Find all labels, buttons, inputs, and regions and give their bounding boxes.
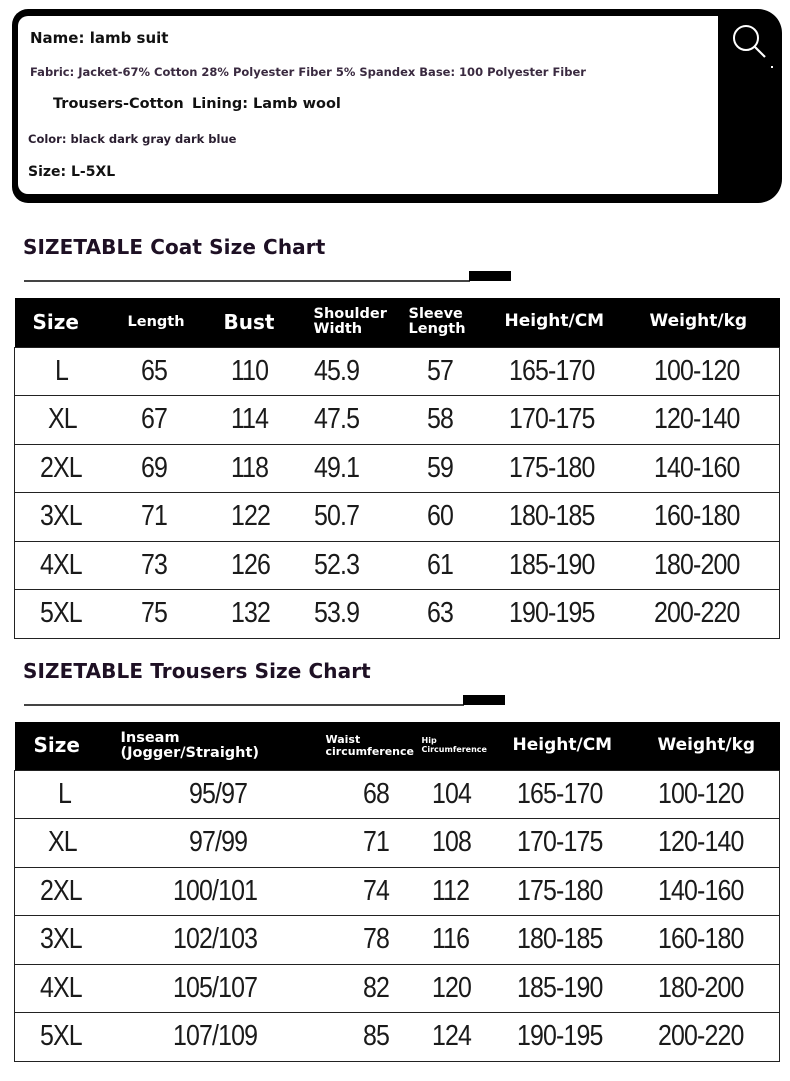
- cell-size: 3XL: [40, 923, 82, 956]
- cell-waist: 82: [362, 971, 389, 1004]
- cell-hip: 108: [431, 826, 471, 859]
- col-header-weight: Weight/kg: [649, 311, 748, 332]
- cell-size: 2XL: [40, 874, 82, 907]
- cell-waist: 68: [362, 777, 389, 810]
- cell-height: 175-180: [516, 874, 603, 907]
- cell-size: XL: [48, 403, 77, 436]
- cell-height: 185-190: [508, 548, 595, 581]
- cell-length: 71: [140, 500, 167, 533]
- cell-hip: 112: [431, 874, 469, 907]
- cell-sleeve: 57: [426, 354, 453, 387]
- trousers-title-underline: [24, 704, 464, 706]
- cell-size: 3XL: [40, 500, 82, 533]
- table-row: [15, 444, 780, 493]
- cell-size: L: [58, 777, 72, 810]
- coat-title-accent-block: [469, 271, 511, 281]
- col-header-waist: [319, 722, 416, 770]
- cell-height: 170-175: [516, 826, 603, 859]
- cell-height: 180-185: [516, 923, 603, 956]
- cell-size: 4XL: [40, 548, 82, 581]
- cell-hip: 104: [431, 777, 471, 810]
- cell-size: 2XL: [40, 451, 82, 484]
- col-header-shoulder-width: [303, 298, 398, 347]
- search-icon[interactable]: [730, 22, 770, 62]
- product-fabric: Fabric: Jacket-67% Cotton 28% Polyester Fiber 5% Spandex Base: 100 Polyester Fiber: [30, 65, 586, 79]
- cell-shoulder: 53.9: [313, 597, 359, 630]
- cell-inseam: 102/103: [172, 923, 257, 956]
- table-row: [15, 347, 780, 396]
- product-name: Name: lamb suit: [30, 29, 169, 47]
- cell-shoulder: 50.7: [313, 500, 359, 533]
- cell-bust: 132: [230, 597, 270, 630]
- cell-height: 190-195: [508, 597, 595, 630]
- cell-bust: 114: [230, 403, 268, 436]
- cell-weight: 200-220: [653, 597, 740, 630]
- cell-inseam: 107/109: [172, 1020, 257, 1053]
- cell-weight: 140-160: [653, 451, 740, 484]
- table-row: [15, 1013, 780, 1062]
- cell-sleeve: 60: [426, 500, 453, 533]
- table-row: [15, 590, 780, 639]
- cell-weight: 120-140: [657, 826, 744, 859]
- cell-height: 185-190: [516, 971, 603, 1004]
- cell-sleeve: 63: [426, 597, 453, 630]
- cell-bust: 118: [230, 451, 268, 484]
- cell-size: L: [55, 354, 69, 387]
- cell-weight: 120-140: [653, 403, 740, 436]
- table-row: [15, 541, 780, 590]
- table-row: [15, 916, 780, 965]
- cell-height: 170-175: [508, 403, 595, 436]
- table-row: [15, 396, 780, 445]
- cell-inseam: 97/99: [188, 826, 247, 859]
- table-row: [15, 819, 780, 868]
- coat-size-table: [14, 298, 780, 639]
- cell-length: 69: [140, 451, 167, 484]
- coat-chart-title: SIZETABLE Coat Size Chart: [23, 235, 326, 259]
- table-header-row: [15, 298, 780, 347]
- cell-length: 75: [140, 597, 167, 630]
- col-header-sleeve-line1: Sleeve: [408, 306, 463, 323]
- col-header-hip-line2: Circumference: [421, 744, 487, 754]
- cell-weight: 160-180: [653, 500, 740, 533]
- table-row: [15, 964, 780, 1013]
- cell-length: 67: [140, 403, 167, 436]
- col-header-sleeve-line2: Length: [408, 321, 466, 338]
- cell-shoulder: 49.1: [313, 451, 359, 484]
- cell-weight: 100-120: [653, 354, 740, 387]
- col-header-height: Height/CM: [504, 311, 605, 332]
- cell-bust: 126: [230, 548, 270, 581]
- cell-inseam: 105/107: [172, 971, 257, 1004]
- cell-weight: 140-160: [657, 874, 744, 907]
- cell-size: 5XL: [40, 1020, 82, 1053]
- cell-bust: 122: [230, 500, 270, 533]
- cell-hip: 124: [431, 1020, 471, 1053]
- col-header-bust: Bust: [223, 309, 275, 334]
- cell-waist: 78: [362, 923, 389, 956]
- col-header-hip-line1: Hip: [421, 736, 437, 746]
- cell-hip: 116: [431, 923, 469, 956]
- cell-sleeve: 58: [426, 403, 453, 436]
- table-row: [15, 867, 780, 916]
- col-header-length: Length: [127, 313, 185, 330]
- col-header-sleeve-length: [398, 298, 491, 347]
- cell-waist: 85: [362, 1020, 389, 1053]
- cell-shoulder: 47.5: [313, 403, 359, 436]
- cell-sleeve: 59: [426, 451, 453, 484]
- cell-weight: 100-120: [657, 777, 744, 810]
- cell-size: 5XL: [40, 597, 82, 630]
- cell-weight: 160-180: [657, 923, 744, 956]
- col-header-hip: [416, 722, 502, 770]
- cell-shoulder: 45.9: [313, 354, 359, 387]
- cell-size: 4XL: [40, 971, 82, 1004]
- cell-length: 65: [140, 354, 167, 387]
- table-row: [15, 770, 780, 819]
- cell-bust: 110: [230, 354, 268, 387]
- cell-weight: 180-200: [653, 548, 740, 581]
- product-trousers: Trousers-Cotton: [53, 96, 184, 112]
- cell-length: 73: [140, 548, 167, 581]
- trousers-size-table: [14, 722, 780, 1062]
- col-header-shoulder-line2: Width: [313, 321, 363, 338]
- cell-inseam: 100/101: [172, 874, 257, 907]
- trousers-title-accent-block: [463, 695, 505, 705]
- cell-height: 165-170: [516, 777, 603, 810]
- col-header-size: Size: [33, 733, 80, 758]
- col-header-waist-line1: Waist: [325, 733, 361, 747]
- cell-weight: 180-200: [657, 971, 744, 1004]
- cell-height: 165-170: [508, 354, 595, 387]
- col-header-weight: Weight/kg: [657, 734, 756, 755]
- cell-weight: 200-220: [657, 1020, 744, 1053]
- coat-title-underline: [24, 280, 470, 282]
- product-color: Color: black dark gray dark blue: [28, 132, 237, 146]
- table-row: [15, 493, 780, 542]
- cell-inseam: 95/97: [188, 777, 247, 810]
- decorative-dot: [771, 66, 773, 68]
- table-header-row: [15, 722, 780, 770]
- product-size: Size: L-5XL: [28, 164, 116, 180]
- col-header-shoulder-line1: Shoulder: [313, 306, 387, 323]
- col-header-size: Size: [32, 309, 79, 334]
- cell-height: 175-180: [508, 451, 595, 484]
- cell-shoulder: 52.3: [313, 548, 359, 581]
- cell-height: 180-185: [508, 500, 595, 533]
- cell-size: XL: [48, 826, 77, 859]
- cell-waist: 71: [362, 826, 389, 859]
- cell-sleeve: 61: [426, 548, 453, 581]
- cell-waist: 74: [362, 874, 389, 907]
- col-header-inseam: Inseam (Jogger/Straight): [120, 729, 260, 761]
- col-header-height: Height/CM: [512, 734, 613, 755]
- cell-hip: 120: [431, 971, 471, 1004]
- col-header-waist-line2: circumference: [325, 744, 414, 758]
- trousers-chart-title: SIZETABLE Trousers Size Chart: [23, 659, 371, 683]
- cell-height: 190-195: [516, 1020, 603, 1053]
- product-lining: Lining: Lamb wool: [192, 96, 341, 112]
